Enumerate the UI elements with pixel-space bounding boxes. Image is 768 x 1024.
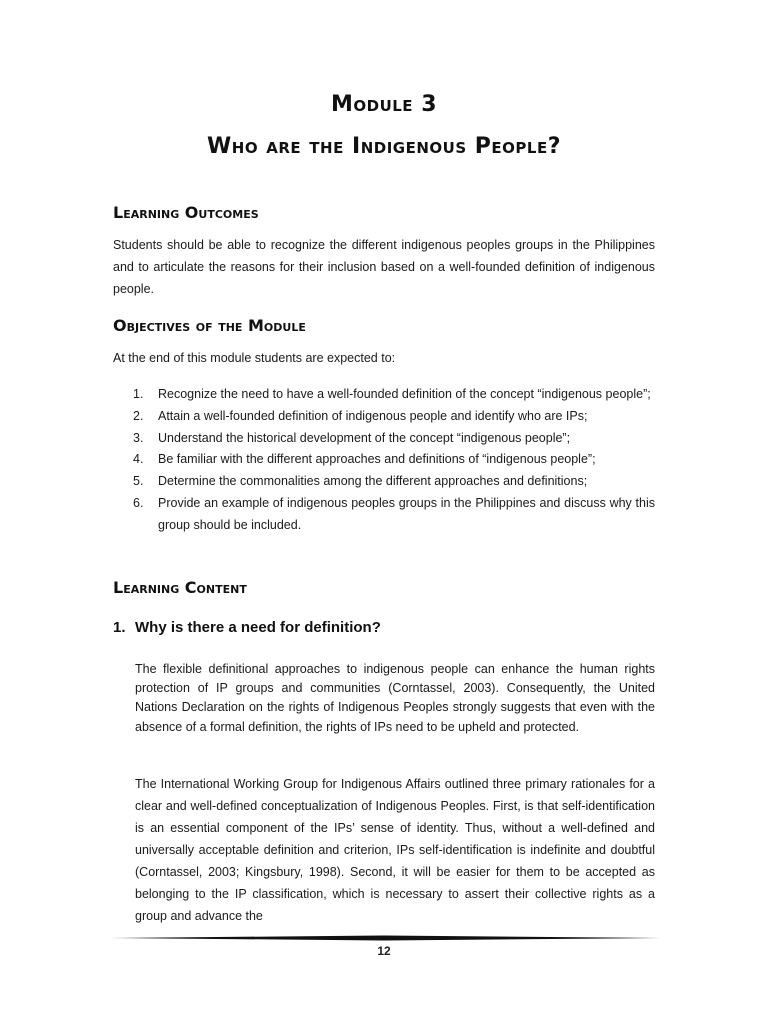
- subsection-heading: [113, 619, 381, 636]
- subsection-title: Why is there a need for definition?: [135, 619, 381, 636]
- objective-text: Attain a well-founded definition of indigenous people and identify who are IPs;: [158, 408, 588, 423]
- objective-item: [113, 428, 655, 450]
- objective-number: 5.: [133, 474, 144, 489]
- objective-number: 2.: [133, 408, 144, 423]
- learning-content-heading: Learning Content: [113, 578, 247, 597]
- objective-number: 3.: [133, 430, 144, 445]
- objectives-list: [113, 384, 655, 537]
- objective-text: Provide an example of indigenous peoples groups in the Philippines and discuss why this group should be included.: [158, 495, 655, 532]
- objectives-intro: At the end of this module students are expected to:: [113, 351, 396, 365]
- subsection-number: 1.: [113, 619, 126, 636]
- objective-number: 1.: [133, 387, 144, 401]
- objective-text: Recognize the need to have a well-founded definition of the concept “indigenous people”;: [158, 387, 651, 401]
- learning-outcomes-text: Students should be able to recognize the different indigenous peoples groups in the Philippines and to articulate the reasons for their inclusion based on a well-founded definition of indigenous people.: [113, 238, 655, 296]
- learning-outcomes-heading: Learning Outcomes: [113, 203, 259, 222]
- objective-item: [113, 406, 655, 428]
- objective-item: [113, 384, 655, 406]
- module-label: Module 3: [330, 92, 438, 117]
- content-paragraph-1: The flexible definitional approaches to indigenous people can enhance the human rights protection of IP groups and communities (Corntassel, 2003). Consequently, the United Nations Declaration on the rights of Indigenous Peoples strongly suggests that even with the absence of a formal definition, the rights of IPs need to be upheld and protected.: [135, 662, 655, 734]
- objective-text: Determine the commonalities among the different approaches and definitions;: [158, 474, 588, 489]
- page-number: 12: [377, 944, 391, 958]
- objective-item: [113, 493, 655, 537]
- module-title: Who are the Indigenous People?: [207, 134, 561, 159]
- footer-rule: [110, 935, 660, 941]
- objective-number: 6.: [133, 495, 144, 510]
- objective-item: [113, 471, 655, 493]
- objectives-heading: Objectives of the Module: [113, 316, 306, 335]
- content-paragraph-2: The International Working Group for Indigenous Affairs outlined three primary rationales for a clear and well-defined conceptualization of Indigenous Peoples. First, is that self-identification is an essential component of the IPs’ sense of identity. Thus, without a well-defined and universally acceptable definition and criterion, IPs self-identification is indefinite and doubtful (Corntassel, 2003; Kingsbury, 1998). Second, it will be easier for them to be accepted as belonging to the IP classification, which is necessary to assert their collective rights as a group and advance the: [135, 777, 655, 923]
- objective-text: Understand the historical development of the concept “indigenous people”;: [158, 430, 571, 445]
- objective-number: 4.: [133, 452, 144, 467]
- objective-text: Be familiar with the different approaches and definitions of “indigenous people”;: [158, 452, 596, 467]
- objective-item: [113, 449, 655, 471]
